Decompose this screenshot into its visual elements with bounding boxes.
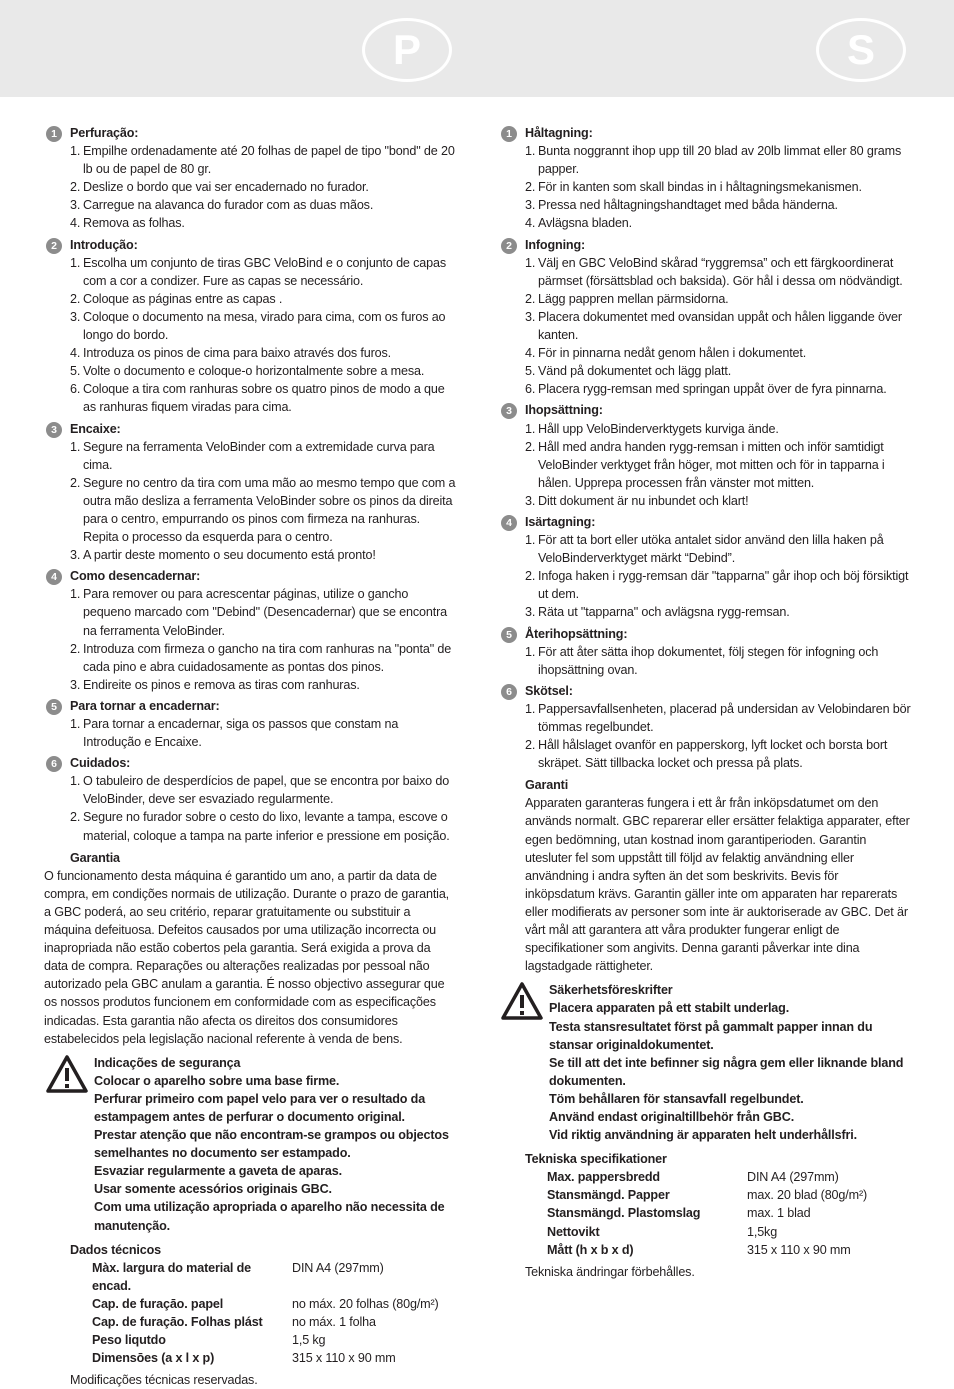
- safety-line: Perfurar primeiro com papel velo para ver o resultado da estampagem antes de perfurar o documento original.: [94, 1091, 426, 1124]
- swedish-column: [499, 124, 911, 1281]
- step-number-badge: 2: [501, 238, 517, 254]
- step-list: [525, 254, 911, 399]
- spec-row: [92, 1349, 439, 1367]
- instruction-section: [44, 697, 456, 751]
- spec-label: Màx. largura do material de encad.: [92, 1260, 252, 1293]
- instruction-section: [44, 420, 456, 565]
- step-number-badge: 6: [501, 684, 517, 700]
- step-number-badge: 5: [46, 699, 62, 715]
- spec-value: DIN A4 (297mm): [747, 1170, 839, 1185]
- spec-value: max. 1 blad: [747, 1206, 811, 1221]
- step-marker: 2.: [525, 569, 536, 584]
- section-title: Para tornar a encadernar:: [70, 698, 220, 713]
- step-item: [525, 254, 911, 290]
- technical-changes-note: Modificações técnicas reservadas.: [70, 1373, 258, 1388]
- step-marker: 3.: [525, 309, 536, 324]
- safety-title: Indicações de segurança: [94, 1055, 241, 1070]
- step-item: [70, 290, 456, 308]
- safety-block: [501, 981, 911, 1144]
- spec-value: no máx. 20 folhas (80g/m²): [292, 1296, 439, 1311]
- instruction-section: [499, 625, 911, 679]
- step-list: [525, 142, 911, 232]
- warning-triangle-icon: [501, 982, 543, 1020]
- step-item: [70, 362, 456, 380]
- section-title: Cuidados:: [70, 756, 131, 771]
- step-marker: 2.: [70, 180, 81, 195]
- step-marker: 4.: [70, 216, 81, 231]
- section-title: Skötsel:: [525, 683, 573, 698]
- step-item: [525, 492, 911, 510]
- guarantee-text: Apparaten garanteras fungera i ett år från inköpsdatumet om den används normalt. GBC reparerar eller ersätter felaktiga apparater, efter egen bedömning, utan kostnad inom garantiperioden. Garantin utesluter fel som uppstått till följd av felaktig användning eller användning i andra syften än det som beskrivits. Bevis för inköpsdatum krävs. Garantin gäller inte om apparaten har reparerats eller modifierats av personer som inte är auktoriserade av GBC. Det är vårt mål att garantera att våra produkter fungerar enligt de specifikationer som angivits. Denna garanti påverkar inte dina lagstadgade rättigheter.: [525, 796, 910, 974]
- language-header-bar: [0, 0, 954, 97]
- step-item: [70, 715, 456, 751]
- spec-row: [547, 1204, 867, 1222]
- step-item: [70, 308, 456, 344]
- step-item: [525, 196, 911, 214]
- step-list: [525, 420, 911, 510]
- step-text: Håll upp VeloBinderverktygets kurviga ände.: [538, 421, 779, 436]
- step-text: Vänd på dokumentet och lägg platt.: [538, 364, 732, 379]
- step-text: Endireite os pinos e remova as tiras com ranhuras.: [83, 677, 360, 692]
- step-text: Bunta noggrannt ihop upp till 20 blad av 20lb limmat eller 80 grams papper.: [538, 144, 902, 177]
- step-text: För in pinnarna nedåt genom hålen i dokumentet.: [538, 346, 807, 361]
- technical-changes-note: Tekniska ändringar förbehålles.: [525, 1264, 695, 1279]
- spec-label: Max. pappersbredd: [547, 1170, 660, 1185]
- step-list: [525, 643, 911, 679]
- step-text: Segure no furador sobre o cesto do lixo, levante a tampa, escove o material, coloque a tampa na parte inferior e pressione em posição.: [83, 810, 450, 843]
- step-item: [70, 474, 456, 546]
- spec-value: 315 x 110 x 90 mm: [747, 1242, 851, 1257]
- safety-block: [46, 1054, 456, 1235]
- step-text: Segure na ferramenta VeloBinder com a extremidade curva para cima.: [83, 439, 435, 472]
- step-marker: 1.: [525, 701, 536, 716]
- spec-value: DIN A4 (297mm): [292, 1260, 384, 1275]
- step-item: [70, 380, 456, 416]
- spec-value: 1,5 kg: [292, 1333, 326, 1348]
- step-marker: 3.: [70, 677, 81, 692]
- step-marker: 3.: [525, 493, 536, 508]
- safety-line: Se till att det inte befinner sig några gem eller liknande bland dokumenten.: [549, 1055, 904, 1088]
- step-item: [525, 736, 911, 772]
- step-text: Räta ut "tapparna" och avlägsna rygg-remsan.: [538, 605, 790, 620]
- step-text: Segure no centro da tira com uma mão ao mesmo tempo que com a outra mão desliza a ferramenta VeloBinder sobre os pinos da direita para o centro, empurrando os pinos com firmeza na ranhuras. Repita o processo da esquerda para o centro.: [83, 475, 456, 545]
- guarantee-title: Garanti: [525, 778, 569, 793]
- step-item: [525, 438, 911, 492]
- step-text: Para remover ou para acrescentar páginas, utilize o gancho pequeno marcado com "Debind" (Desencadernar) que se encontra na ferramenta VeloBinder.: [83, 587, 447, 638]
- step-list: [70, 438, 456, 565]
- step-number-badge: 4: [501, 515, 517, 531]
- step-text: Avlägsna bladen.: [538, 216, 632, 231]
- step-number-badge: 5: [501, 627, 517, 643]
- step-marker: 2.: [70, 810, 81, 825]
- spec-label: Stansmängd. Papper: [547, 1188, 670, 1203]
- spec-row: [92, 1313, 439, 1331]
- step-item: [70, 254, 456, 290]
- step-text: Carregue na alavanca do furador com as duas mãos.: [83, 198, 374, 213]
- spec-label: Nettovikt: [547, 1224, 600, 1239]
- spec-row: [547, 1223, 867, 1241]
- section-title: Håltagning:: [525, 126, 593, 140]
- spec-row: [547, 1186, 867, 1204]
- step-marker: 1.: [70, 144, 81, 159]
- spec-value: 315 x 110 x 90 mm: [292, 1351, 396, 1366]
- instruction-section: [499, 236, 911, 399]
- portuguese-column: [44, 124, 456, 1389]
- step-text: För att åter sätta ihop dokumentet, följ stegen för infogning och ihopsättning ovan.: [538, 644, 879, 677]
- step-marker: 3.: [70, 198, 81, 213]
- step-text: Introduza com firmeza o gancho na tira com ranhuras na "ponta" de cada pino e abra cuidadosamente as pontas dos pinos.: [83, 641, 452, 674]
- step-number-badge: 3: [46, 422, 62, 438]
- step-list: [70, 715, 456, 751]
- language-badge-portuguese: P: [362, 18, 452, 82]
- step-item: [70, 640, 456, 676]
- instruction-section: [44, 567, 456, 694]
- step-marker: 2.: [525, 180, 536, 195]
- instruction-section: [44, 236, 456, 417]
- step-marker: 6.: [70, 382, 81, 397]
- spec-label: Stansmängd. Plastomslag: [547, 1206, 701, 1221]
- step-marker: 1.: [525, 255, 536, 270]
- spec-label: Dimensōes (a x l x p): [92, 1351, 215, 1366]
- step-list: [70, 254, 456, 417]
- section-title: Ihopsättning:: [525, 403, 603, 418]
- instruction-section: [499, 401, 911, 510]
- step-text: Placera rygg-remsan med springan uppåt över de fyra pinnarna.: [538, 382, 887, 397]
- instruction-section: [499, 124, 911, 233]
- safety-line: Testa stansresultatet först på gammalt papper innan du stansar originaldokumentet.: [549, 1019, 873, 1052]
- spec-row: [547, 1168, 867, 1186]
- step-text: A partir deste momento o seu documento está pronto!: [83, 548, 376, 563]
- spec-label: Cap. de furaçāo. Folhas plást: [92, 1315, 263, 1329]
- step-marker: 2.: [525, 738, 536, 753]
- step-marker: 3.: [70, 548, 81, 563]
- guarantee-title: Garantia: [70, 850, 120, 865]
- section-title: Encaixe:: [70, 421, 121, 436]
- spec-value: no máx. 1 folha: [292, 1315, 376, 1329]
- step-item: [70, 772, 456, 808]
- step-item: [70, 214, 456, 232]
- step-text: Välj en GBC VeloBind skårad “ryggremsa” och ett färgkoordinerat pärmset (försättsblad och baksida). Gör hål i dessa om nödvändigt.: [538, 255, 903, 288]
- safety-line: Töm behållaren för stansavfall regelbundet.: [549, 1091, 804, 1106]
- instruction-section: [499, 513, 911, 622]
- step-text: Placera dokumentet med ovansidan uppåt och hålen liggande över kanten.: [538, 309, 902, 343]
- step-number-badge: 2: [46, 238, 62, 254]
- step-marker: 1.: [525, 533, 536, 548]
- section-title: Introdução:: [70, 237, 138, 252]
- step-text: Deslize o bordo que vai ser encadernado no furador.: [83, 180, 369, 195]
- step-item: [525, 643, 911, 679]
- safety-line: Prestar atenção que não encontram-se grampos ou objectos semelhantes no documento ser estampado.: [94, 1128, 449, 1161]
- spec-value: 1,5kg: [747, 1224, 778, 1239]
- step-item: [525, 700, 911, 736]
- step-marker: 1.: [70, 717, 81, 731]
- instruction-section: [44, 754, 456, 844]
- step-text: Lägg pappren mellan pärmsidorna.: [538, 291, 729, 306]
- step-list: [70, 142, 456, 232]
- step-item: [525, 420, 911, 438]
- step-number-badge: 3: [501, 403, 517, 419]
- language-badge-swedish: S: [816, 18, 906, 82]
- step-text: Coloque o documento na mesa, virado para cima, com os furos ao longo do bordo.: [83, 309, 446, 343]
- technical-data-title: Dados técnicos: [70, 1242, 161, 1257]
- step-item: [70, 438, 456, 474]
- step-marker: 4.: [70, 346, 81, 361]
- step-marker: 1.: [70, 439, 81, 454]
- step-marker: 4.: [525, 216, 536, 231]
- spec-label: Mått (h x b x d): [547, 1242, 634, 1257]
- technical-spec-table: [92, 1259, 439, 1368]
- step-item: [70, 808, 456, 844]
- section-title: Återihopsättning:: [525, 626, 628, 641]
- guarantee-text: O funcionamento desta máquina é garantido um ano, a partir da data de compra, em condições normais de utilização. Durante o prazo de garantia, a GBC poderá, ao seu critério, reparar gratuitamente ou substituir a máquina defeituosa. Defeitos causados por uma utilização incorrecta ou inapropriada não estão cobertos pela garantia. Será exigida a prova da data de compra. Reparações ou alterações realizadas por pessoal não autorizado pela GBC anulam a garantia. É nosso objectivo assegurar que os nossos produtos funcionem em conformidade com as especificações indicadas. Esta garantia não afecta os direitos dos consumidores estabelecidos pela legislação nacional referente à venda de bens.: [44, 868, 450, 1046]
- step-list: [70, 772, 456, 844]
- step-marker: 3.: [525, 605, 536, 620]
- step-item: [70, 676, 456, 694]
- step-marker: 2.: [70, 291, 81, 306]
- section-title: Perfuração:: [70, 126, 139, 140]
- safety-line: Com uma utilização apropriada o aparelho não necessita de manutenção.: [94, 1200, 445, 1233]
- spec-value: max. 20 blad (80g/m²): [747, 1188, 868, 1203]
- spec-row: [92, 1331, 439, 1349]
- step-item: [70, 546, 456, 564]
- step-item: [525, 308, 911, 344]
- step-marker: 1.: [70, 774, 81, 789]
- step-item: [525, 567, 911, 603]
- step-item: [525, 531, 911, 567]
- step-item: [525, 362, 911, 380]
- step-text: För att ta bort eller utöka antalet sidor använd den lilla haken på VeloBinderverktyget märkt “Debind”.: [538, 533, 884, 566]
- step-item: [70, 178, 456, 196]
- step-text: Infoga haken i rygg-remsan där "tapparna" går ihop och böj försiktigt ut dem.: [538, 569, 909, 602]
- step-text: Remova as folhas.: [83, 216, 185, 231]
- step-text: Introduza os pinos de cima para baixo através dos furos.: [83, 346, 392, 361]
- step-number-badge: 1: [501, 126, 517, 142]
- step-marker: 1.: [525, 644, 536, 659]
- step-marker: 2.: [70, 641, 81, 656]
- section-title: Infogning:: [525, 237, 586, 252]
- technical-spec-table: [547, 1168, 867, 1258]
- step-list: [525, 531, 911, 621]
- step-item: [525, 603, 911, 621]
- step-item: [525, 142, 911, 178]
- spec-row: [92, 1295, 439, 1313]
- warning-triangle-icon: [46, 1055, 88, 1093]
- safety-line: Placera apparaten på ett stabilt underlag.: [549, 1001, 790, 1016]
- spec-row: [547, 1241, 867, 1259]
- safety-line: Använd endast originaltillbehör från GBC.: [549, 1109, 795, 1124]
- instruction-section: [44, 124, 456, 233]
- step-text: Para tornar a encadernar, siga os passos que constam na Introdução e Encaixe.: [83, 717, 399, 750]
- step-item: [525, 290, 911, 308]
- section-title: Como desencadernar:: [70, 569, 201, 584]
- step-text: Volte o documento e coloque-o horizontalmente sobre a mesa.: [83, 364, 425, 379]
- step-item: [525, 178, 911, 196]
- step-text: Escolha um conjunto de tiras GBC VeloBind e o conjunto de capas com a cor a condizer. Fure as capas se necessário.: [83, 255, 446, 288]
- step-item: [70, 142, 456, 178]
- step-number-badge: 4: [46, 569, 62, 585]
- step-text: Empilhe ordenadamente até 20 folhas de papel de tipo "bond" de 20 lb ou de papel de 80 gr.: [83, 144, 455, 177]
- spec-label: Peso liqutdo: [92, 1333, 166, 1348]
- step-text: O tabuleiro de desperdícios de papel, que se encontra por baixo do VeloBinder, deve ser esvaziado regularmente.: [83, 774, 450, 807]
- step-marker: 2.: [525, 291, 536, 306]
- safety-line: Usar somente acessórios originais GBC.: [94, 1182, 332, 1197]
- safety-line: Esvaziar regularmente a gaveta de aparas.: [94, 1164, 342, 1179]
- step-text: Coloque as páginas entre as capas .: [83, 291, 283, 306]
- step-marker: 1.: [525, 144, 536, 159]
- safety-title: Säkerhetsföreskrifter: [549, 983, 673, 998]
- step-marker: 6.: [525, 382, 536, 397]
- step-number-badge: 1: [46, 126, 62, 142]
- section-title: Isärtagning:: [525, 514, 596, 529]
- step-marker: 4.: [525, 346, 536, 361]
- step-text: Ditt dokument är nu inbundet och klart!: [538, 493, 749, 508]
- step-text: Håll med andra handen rygg-remsan i mitten och inför samtidigt VeloBinder verktyget från höger, mot mitten och för in tapparna i hålen. Upprepa processen från vänster mot mitten.: [538, 439, 885, 490]
- step-marker: 2.: [525, 439, 536, 454]
- spec-label: Cap. de furaçāo. papel: [92, 1296, 224, 1311]
- step-item: [70, 585, 456, 639]
- step-marker: 3.: [70, 309, 81, 324]
- step-text: Pappersavfallsenheten, placerad på undersidan av Velobindaren bör tömmas regelbundet.: [538, 701, 911, 734]
- technical-data-title: Tekniska specifikationer: [525, 1152, 667, 1167]
- step-list: [70, 585, 456, 694]
- safety-line: Colocar o aparelho sobre uma base firme.: [94, 1073, 340, 1088]
- step-marker: 1.: [70, 587, 81, 602]
- safety-line: Vid riktig användning är apparaten helt underhållsfri.: [549, 1128, 857, 1143]
- spec-row: [92, 1259, 439, 1295]
- step-text: Pressa ned håltagningshandtaget med båda händerna.: [538, 198, 838, 213]
- step-item: [525, 344, 911, 362]
- step-marker: 3.: [525, 198, 536, 213]
- step-item: [70, 344, 456, 362]
- step-marker: 1.: [525, 421, 536, 436]
- step-marker: 5.: [525, 364, 536, 379]
- step-marker: 2.: [70, 475, 81, 490]
- step-text: Coloque a tira com ranhuras sobre os quatro pinos de modo a que as ranhuras fiquem viradas para cima.: [83, 382, 445, 415]
- step-text: Håll hålslaget ovanför en papperskorg, lyft locket och borsta bort skräpet. Sätt tillbacka locket och pressa på plats.: [538, 738, 888, 771]
- step-marker: 1.: [70, 255, 81, 270]
- step-number-badge: 6: [46, 756, 62, 772]
- step-item: [525, 380, 911, 398]
- step-list: [525, 700, 911, 772]
- step-marker: 5.: [70, 364, 81, 379]
- step-text: För in kanten som skall bindas in i håltagningsmekanismen.: [538, 180, 862, 195]
- step-item: [525, 214, 911, 232]
- step-item: [70, 196, 456, 214]
- instruction-section: [499, 682, 911, 772]
